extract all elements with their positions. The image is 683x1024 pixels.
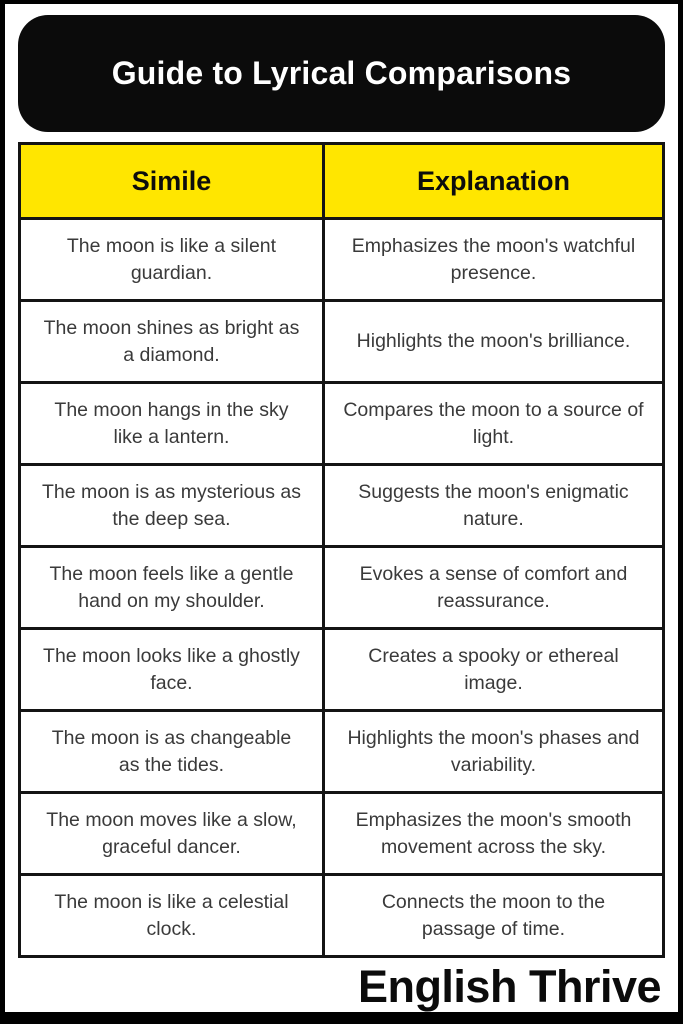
table-row xyxy=(20,793,664,875)
simile-cell: The moon feels like a gentle hand on my shoulder. xyxy=(20,547,324,629)
explanation-cell: Compares the moon to a source of light. xyxy=(323,383,663,465)
simile-cell: The moon is like a silent guardian. xyxy=(20,219,324,301)
title-banner xyxy=(18,15,665,132)
explanation-cell: Suggests the moon's enigmatic nature. xyxy=(323,465,663,547)
explanation-cell: Highlights the moon's brilliance. xyxy=(323,301,663,383)
simile-cell: The moon is like a celestial clock. xyxy=(20,875,324,957)
table-row xyxy=(20,711,664,793)
simile-cell: The moon is as mysterious as the deep sea. xyxy=(20,465,324,547)
table-row xyxy=(20,219,664,301)
explanation-cell: Evokes a sense of comfort and reassurance. xyxy=(323,547,663,629)
simile-cell: The moon moves like a slow, graceful dancer. xyxy=(20,793,324,875)
table-row xyxy=(20,301,664,383)
explanation-cell: Emphasizes the moon's smooth movement across the sky. xyxy=(323,793,663,875)
simile-cell: The moon looks like a ghostly face. xyxy=(20,629,324,711)
column-header-explanation: Explanation xyxy=(323,144,663,219)
table-row xyxy=(20,465,664,547)
explanation-cell: Emphasizes the moon's watchful presence. xyxy=(323,219,663,301)
simile-cell: The moon hangs in the sky like a lantern. xyxy=(20,383,324,465)
simile-cell: The moon is as changeable as the tides. xyxy=(20,711,324,793)
column-header-simile: Simile xyxy=(20,144,324,219)
table-row xyxy=(20,875,664,957)
brand-name: English Thrive xyxy=(357,961,661,1012)
explanation-cell: Creates a spooky or ethereal image. xyxy=(323,629,663,711)
table-row xyxy=(20,383,664,465)
table-row xyxy=(20,629,664,711)
poster-body xyxy=(5,4,678,1012)
page-title: Guide to Lyrical Comparisons xyxy=(111,55,572,91)
comparison-table xyxy=(18,142,665,958)
table-row xyxy=(20,547,664,629)
explanation-cell: Connects the moon to the passage of time. xyxy=(323,875,663,957)
simile-cell: The moon shines as bright as a diamond. xyxy=(20,301,324,383)
explanation-cell: Highlights the moon's phases and variability. xyxy=(323,711,663,793)
table-header-row xyxy=(20,144,664,219)
